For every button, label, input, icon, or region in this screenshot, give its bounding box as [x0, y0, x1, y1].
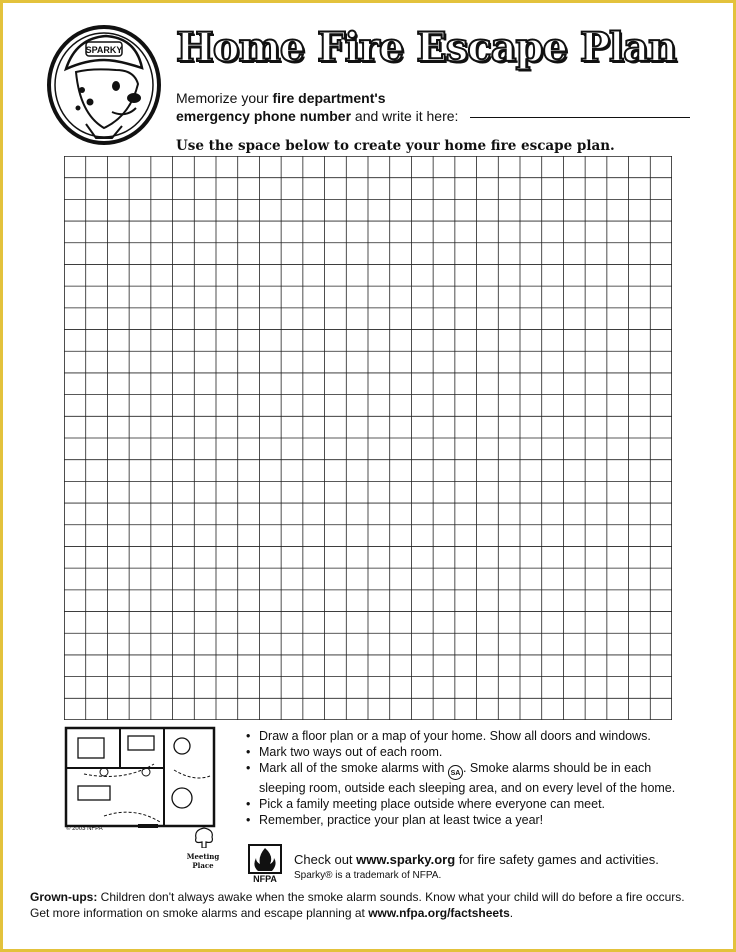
- grid-instruction: Use the space below to create your home fire escape plan.: [176, 138, 615, 154]
- meeting-place-label: Meeting Place: [186, 852, 220, 870]
- page-title: Home Fire Escape Plan: [176, 24, 677, 71]
- phone-instruction: Memorize your fire department's emergency phone number and write it here:: [176, 90, 459, 124]
- list-item: • Remember, practice your plan at least twice a year!: [246, 812, 696, 828]
- nfpa-factsheets-link[interactable]: www.nfpa.org/factsheets: [368, 906, 510, 920]
- sparky-link[interactable]: www.sparky.org: [356, 852, 456, 867]
- list-item: • Draw a floor plan or a map of your home. Show all doors and windows.: [246, 728, 696, 744]
- example-floor-plan: [64, 726, 234, 836]
- tree-icon: [192, 826, 216, 848]
- nfpa-logo-text: NFPA: [253, 874, 277, 884]
- grownups-note: Grown-ups: Children don't always awake when the smoke alarm sounds. Know what your child will do before a fire occurs. Get more information on smoke alarms and escape planning at www.nfpa.org/factsheets.: [30, 890, 685, 920]
- sparky-dog-logo-icon: [46, 24, 162, 146]
- list-item: • Mark all of the smoke alarms with SA . Smoke alarms should be in each sleeping room, outside each sleeping area, and on every level of the home.: [246, 760, 696, 796]
- drawing-grid[interactable]: [64, 156, 672, 720]
- list-item: • Pick a family meeting place outside where everyone can meet.: [246, 796, 696, 812]
- smoke-alarm-badge-icon: SA: [448, 765, 463, 780]
- logo-hat-text: SPARKY: [85, 45, 123, 55]
- nfpa-logo-icon: [248, 844, 282, 884]
- instructions-list: [246, 728, 696, 828]
- trademark-note: Sparky® is a trademark of NFPA.: [294, 870, 442, 881]
- sparky-website-note: Check out www.sparky.org for fire safety games and activities.: [294, 852, 659, 867]
- phone-number-write-line[interactable]: [470, 117, 690, 118]
- list-item: • Mark two ways out of each room.: [246, 744, 696, 760]
- example-copyright: © 2003 NFPA: [66, 826, 103, 832]
